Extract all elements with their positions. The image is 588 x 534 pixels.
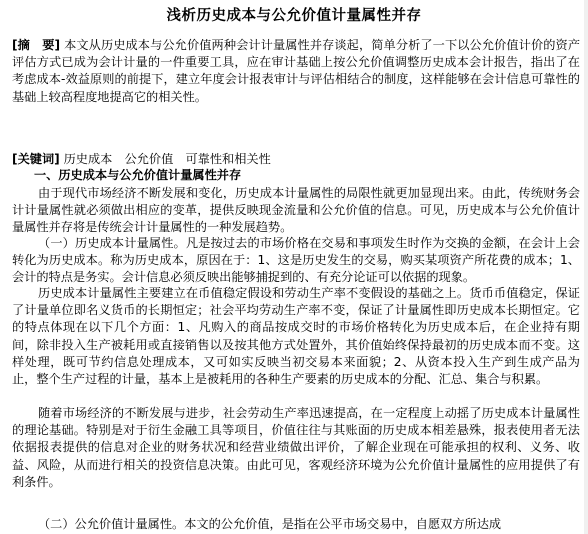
- keywords-text: 历史成本 公允价值 可靠性和相关性: [63, 152, 271, 166]
- abstract-text: 本文从历史成本与公允价值两种会计计量属性并存谈起，简单分析了一下以公允价值计价的资产评估方式已成为会计计量的一件重要工具，应在审计基础上按公允价值调整历史成本会计报告，指出了在考虑成本-效益原则的前提下，建立年度会计报表审计与评估相结合的制度，这样能够在会计信息可靠性的基础上较高程度地提高它的相关性。: [12, 38, 581, 104]
- body-paragraph-4: 随着市场经济的不断发展与进步，社会劳动生产率迅速提高，在一定程度上动摇了历史成本计量属性的理论基础。特别是对于衍生金融工具等项目，价值往往与其账面的历史成本相差悬殊，报表使用者无法依据报表提供的信息对企业的财务状况和经营业绩做出评价，了解企业现在可能承担的权利、义务、收益、风险，从而进行相关的投资信息决策。由此可见，客观经济环境为公允价值计量属性的应用提供了有利条件。: [12, 406, 580, 489]
- body-paragraph-1: 由于现代市场经济不断发展和变化，历史成本计量属性的局限性就更加显现出来。由此，传统财务会计计量属性就必须做出相应的变革，提供反映现金流量和公允价值的信息。可见，历史成本与公允价值计量属性并存将是传统会计计量属性的一种发展趋势。: [12, 186, 580, 235]
- keywords-line: [12, 151, 580, 168]
- body-paragraph-2: （一）历史成本计量属性。凡是按过去的市场价格在交易和事项发生时作为交换的金额，在会计上会转化为历史成本。称为历史成本，原因在于：1、这是历史发生的交易，购买某项资产所花费的成本；1、会计的特点是务实。会计信息必须反映出能够捕捉到的、有充分论证可以依据的现象。: [12, 236, 580, 285]
- scrollbar[interactable]: [584, 0, 588, 534]
- document-title: 浅析历史成本与公允价值计量属性并存: [166, 8, 422, 24]
- body-paragraph-5: （二）公允价值计量属性。本文的公允价值，是指在公平市场交易中，自愿双方所达成: [38, 517, 502, 531]
- clipped-last-line: [0, 516, 588, 534]
- keywords-label: [关键词]: [12, 152, 60, 166]
- body-paragraph-3: 历史成本计量属性主要建立在币值稳定假设和劳动生产率不变假设的基础之上。货币币值稳定，保证了计量单位即名义货币的长期恒定；社会平均劳动生产率不变，保证了计量属性即历史成本长期恒定。它的特点体现在以下几个方面：1、凡购入的商品按成交时的市场价格转化为历史成本后，在企业持有期间，除非投入生产被耗用或直接销售以及按其他方式处置外，其价值始终保持最初的历史成本而不变。这样处理，既可节约信息处理成本，又可如实反映当初交易本来面貌；2、从资本投入生产到生成产品为止，整个生产过程的计量，基本上是被耗用的各种生产要素的历史成本的分配、汇总、集合与积累。: [12, 286, 580, 387]
- section-heading: 一、历史成本与公允价值计量属性并存: [34, 168, 242, 182]
- abstract-paragraph: [12, 37, 580, 106]
- abstract-label: [摘 要]: [12, 38, 61, 52]
